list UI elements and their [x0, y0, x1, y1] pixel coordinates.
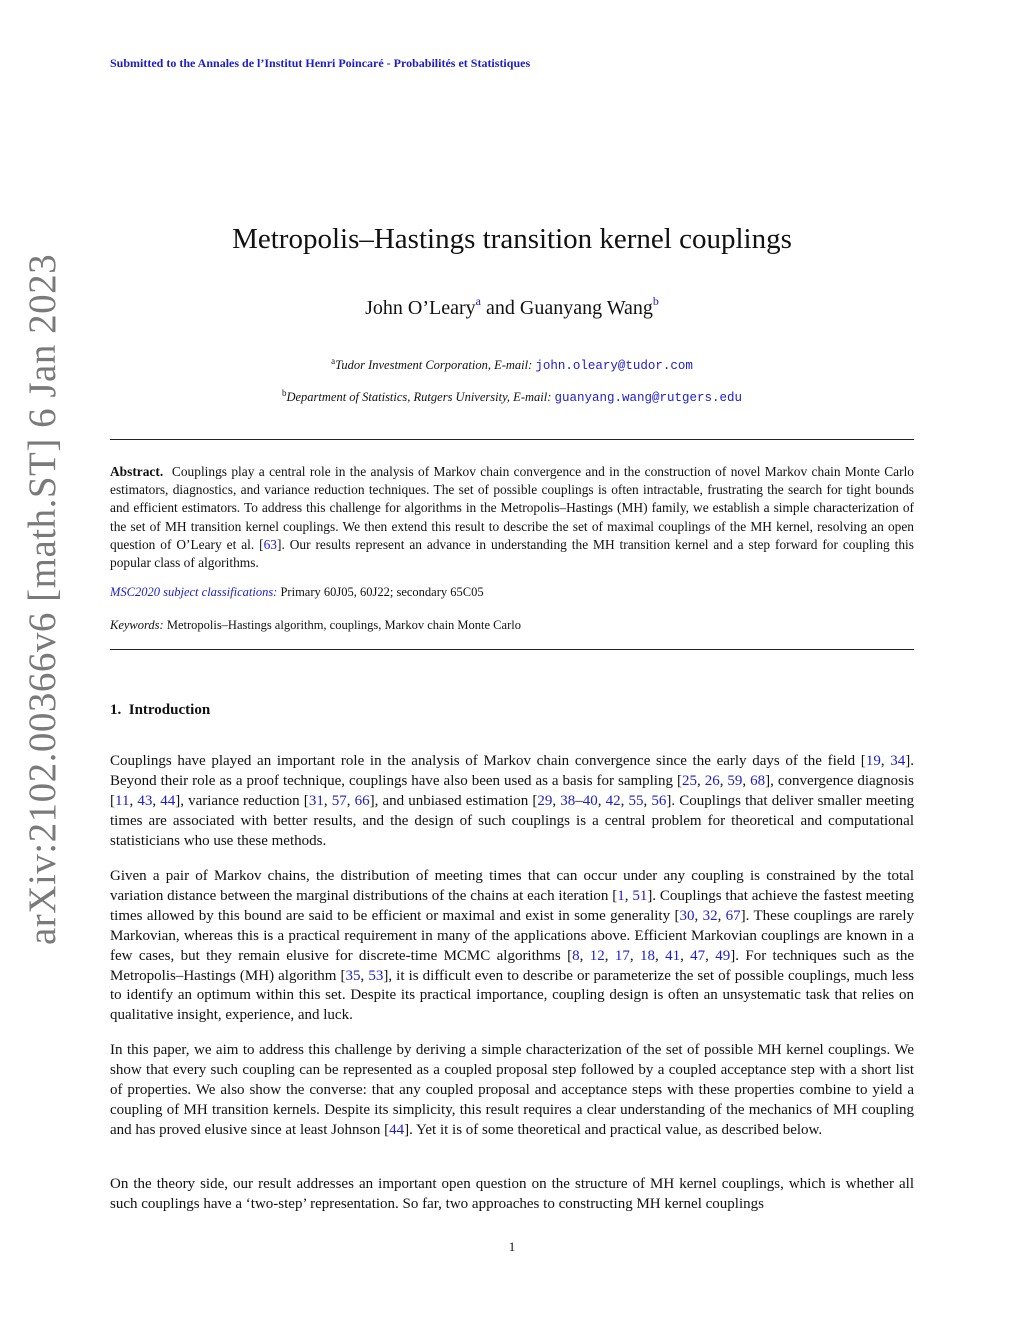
paragraph [110, 867, 914, 1026]
citation-link[interactable]: 31 [308, 792, 324, 809]
paragraph-text: , [705, 947, 716, 964]
paragraph-text: , [629, 947, 640, 964]
paragraph-text: , [654, 947, 666, 964]
author-name: John O’Leary [365, 297, 476, 319]
citation-link[interactable]: 49 [715, 947, 731, 964]
paragraph-text: ]. Couplings that deliver smaller meeting times are associated with better results, and the design of such couplings is a central problem for theoretical and computational statisticians who use these methods. [110, 792, 915, 849]
citation-link[interactable]: 67 [725, 907, 741, 924]
paragraph-text: , [604, 947, 615, 964]
paragraph-text: , [880, 753, 891, 769]
paragraph-text: , [620, 792, 629, 809]
citation-link[interactable]: 32 [702, 907, 718, 924]
citation-link[interactable]: 34 [890, 753, 906, 769]
citation-link[interactable]: 63 [263, 536, 277, 552]
paragraph-text: , [346, 792, 355, 809]
email-link[interactable]: john.oleary@tudor.com [535, 359, 693, 373]
paragraph-text: , [694, 907, 703, 924]
affiliation [0, 356, 1024, 373]
citation-link[interactable]: 51 [632, 887, 648, 904]
citation-link[interactable]: 40 [582, 792, 598, 809]
citation-link[interactable]: 41 [665, 947, 681, 964]
citation-link[interactable]: 1 [617, 887, 625, 904]
paragraph-text: , [680, 947, 691, 964]
paragraph-text: In this paper, we aim to address this challenge by deriving a simple characterization of the set of possible MH kernel couplings. We show that every such coupling can be represented as a coupled proposal step followed by a coupled acceptance step with a short list of properties. We also show the converse: that any coupled proposal and acceptance steps with these properties combine to yield a coupling of MH transition kernels. Despite its simplicity, this result requires a clear understanding of the mechanics of MH coupling and has proved elusive since at least Johnson [ [110, 1042, 914, 1138]
affiliation [0, 388, 1024, 405]
citation-link[interactable]: 68 [750, 772, 766, 789]
citation-link[interactable]: 44 [389, 1121, 405, 1138]
citation-link[interactable]: 59 [727, 772, 743, 789]
affiliation-text: Department of Statistics, Rutgers University, E-mail: [286, 390, 555, 404]
paragraph [110, 752, 914, 852]
msc-link[interactable]: MSC2020 subject classifications: [110, 585, 278, 599]
author-list [0, 294, 1024, 320]
paragraph-text: ]. Yet it is of some theoretical and practical value, as described below. [404, 1121, 823, 1138]
affiliation-link[interactable]: a [475, 294, 481, 308]
citation-link[interactable]: 29 [537, 792, 553, 809]
citation-link[interactable]: 26 [704, 772, 720, 789]
journal-submission-note: Submitted to the Annales de l’Institut Henri Poincaré - Probabilités et Statistiques [110, 56, 531, 70]
citation-link[interactable]: 47 [690, 947, 706, 964]
msc-classification [110, 585, 484, 600]
abstract-text: ]. Our results represent an advance in understanding the MH transition kernel and a step forward for coupling this popular class of algorithms. [110, 536, 914, 571]
section-title: Introduction [128, 702, 211, 718]
page-number: 1 [508, 1239, 516, 1254]
citation-link[interactable]: 8 [572, 947, 580, 964]
paper-title: Metropolis–Hastings transition kernel couplings [232, 223, 792, 255]
citation-link[interactable]: 25 [681, 772, 697, 789]
citation-link[interactable]: 30 [679, 907, 695, 924]
citation-link[interactable]: 44 [160, 792, 176, 809]
paragraph-text: ], variance reduction [ [175, 792, 309, 809]
paragraph [110, 1041, 914, 1141]
citation-link[interactable]: 18 [639, 947, 655, 964]
keywords [110, 618, 521, 633]
citation-link[interactable]: 53 [368, 967, 384, 984]
paragraph-text: , [717, 907, 726, 924]
affiliation-text: Tudor Investment Corporation, E-mail: [335, 358, 536, 372]
abstract-label: Abstract. [110, 464, 164, 479]
paragraph-text: , [579, 947, 590, 964]
paragraph-text: , [597, 792, 606, 809]
paragraph-text: , [129, 792, 138, 809]
keywords-label: Keywords: [110, 618, 164, 632]
citation-link[interactable]: 12 [589, 947, 605, 964]
paragraph [110, 1175, 914, 1215]
keywords-text: Metropolis–Hastings algorithm, couplings, Markov chain Monte Carlo [163, 618, 521, 632]
paragraph-text: ]. For techniques such as the Metropolis–Hastings (MH) algorithm [ [110, 947, 915, 984]
citation-link[interactable]: 11 [115, 792, 130, 809]
paragraph-text: ], and unbiased estimation [ [369, 792, 538, 809]
citation-link[interactable]: 19 [865, 753, 881, 769]
paragraph-text: On the theory side, our result addresses an important open question on the structure of MH kernel couplings, which is whether all such couplings have a ‘two-step’ representation. So far, two approaches to constructing MH kernel couplings [110, 1176, 914, 1212]
paragraph-text: ], it is difficult even to describe or parameterize the set of possible couplings, much less to identify an optimum within this set. Despite its practical importance, coupling design is often an unsystematic task that relies on qualitative insight, experience, and luck. [110, 967, 915, 1024]
email-link[interactable]: guanyang.wang@rutgers.edu [554, 391, 743, 405]
paragraph-text: , [624, 887, 633, 904]
paragraph-text: Couplings have played an important role in the analysis of Markov chain convergence since the early days of the field [ [110, 753, 866, 769]
arxiv-identifier: arXiv:2102.00366v6 [math.ST] 6 Jan 2023 [21, 253, 64, 945]
citation-link[interactable]: 17 [614, 947, 630, 964]
divider [110, 439, 914, 440]
citation-link[interactable]: 55 [628, 792, 644, 809]
paragraph-text: , [696, 772, 705, 789]
affiliation-mark: b [281, 388, 287, 398]
abstract-text: Couplings play a central role in the analysis of Markov chain convergence and in the construction of novel Markov chain Monte Carlo estimators, diagnostics, and variance reduction techniques. The set of possible couplings is often intractable, frustrating the search for tight bounds and efficient estimators. To address this challenge for algorithms in the Metropolis–Hastings (MH) family, we establish a simple characterization of the set of MH transition kernel couplings. We then extend this result to describe the set of maximal couplings of the MH kernel, resolving an open question of O’Leary et al. [ [110, 464, 914, 552]
paragraph-text: ]. These couplings are rarely Markovian, whereas this is a practical requirement in many of the applications above. Efficient Markovian couplings are known in a few cases, but they remain elusive for discrete-time MCMC algorithms [ [110, 907, 914, 964]
paragraph-text: – [575, 792, 583, 809]
citation-link[interactable]: 56 [651, 792, 667, 809]
paragraph-text: ]. Couplings that achieve the fastest meeting times allowed by this bound are said to be efficient or maximal and exist in some generality [ [110, 887, 914, 924]
citation-link[interactable]: 35 [345, 967, 361, 984]
paragraph-text: , [552, 792, 561, 809]
paragraph-text: , [719, 772, 728, 789]
paragraph-text: Given a pair of Markov chains, the distribution of meeting times that can occur under any coupling is constrained by the total variation distance between the marginal distributions of the chains at each iteration [ [110, 868, 914, 904]
msc-text: Primary 60J05, 60J22; secondary 65C05 [277, 585, 484, 599]
section-number: 1. [110, 702, 122, 718]
citation-link[interactable]: 43 [137, 792, 153, 809]
abstract [110, 463, 914, 572]
citation-link[interactable]: 57 [331, 792, 347, 809]
paragraph-text: , [152, 792, 161, 809]
affiliation-link[interactable]: b [652, 294, 659, 308]
paragraph-text: , [323, 792, 332, 809]
affiliation-mark: a [331, 356, 336, 366]
citation-link[interactable]: 38 [560, 792, 576, 809]
citation-link[interactable]: 66 [354, 792, 370, 809]
paragraph-text: , [742, 772, 751, 789]
paragraph-text: , [360, 967, 369, 984]
paragraph-text: , [643, 792, 652, 809]
author-conjunction: and [480, 297, 520, 319]
section-heading [110, 702, 210, 719]
citation-link[interactable]: 42 [605, 792, 621, 809]
paragraph-text: ]. Beyond their role as a proof technique, couplings have also been used as a basis for sampling [ [110, 753, 915, 789]
author-name: Guanyang Wang [519, 297, 653, 319]
paragraph-text: ], convergence diagnosis [ [110, 772, 915, 809]
divider [110, 649, 914, 650]
